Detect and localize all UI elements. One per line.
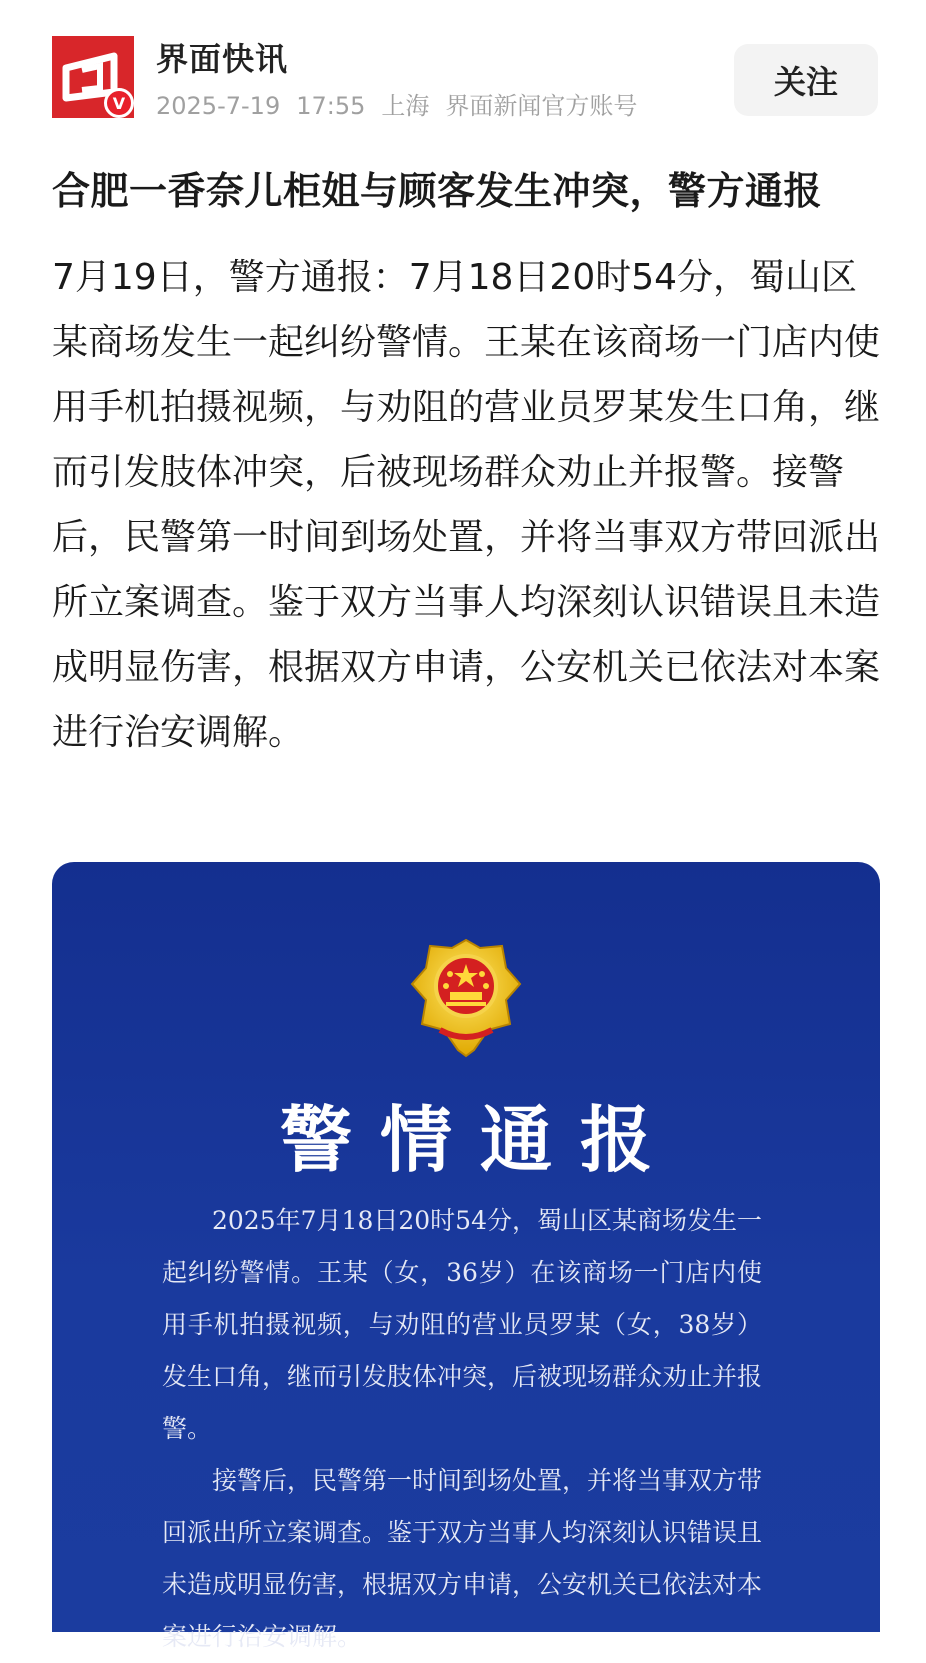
notice-paragraph-1: 2025年7月18日20时54分，蜀山区某商场发生一起纠纷警情。王某（女，36岁）在该商场一门店内使用手机拍摄视频，与劝阻的营业员罗某（女，38岁）发生口角，继而引发肢体冲突，后被现场群众劝止并报警。: [162, 1206, 763, 1443]
notice-text: [162, 1195, 762, 1663]
notice-paragraph-2: 接警后，民警第一时间到场处置，并将当事双方带回派出所立案调查。鉴于双方当事人均深刻认识错误且未造成明显伤害，根据双方申请，公安机关已依法对本案进行治安调解。: [162, 1466, 763, 1651]
account-name[interactable]: 界面快讯: [156, 40, 289, 78]
notice-title: 警情通报: [279, 1097, 680, 1182]
article-header: [0, 0, 926, 140]
police-emblem-icon: [402, 934, 530, 1062]
post-meta: [156, 86, 653, 121]
verified-badge-icon: V: [104, 88, 134, 118]
post-location: 上海: [381, 92, 430, 120]
article-body: 7月19日，警方通报：7月18日20时54分，蜀山区某商场发生一起纠纷警情。王某在该商场一门店内使用手机拍摄视频，与劝阻的营业员罗某发生口角，继而引发肢体冲突，后被现场群众劝止并报警。接警后，民警第一时间到场处置，并将当事双方带回派出所立案调查。鉴于双方当事人均深刻认识错误且未造成明显伤害，根据双方申请，公安机关已依法对本案进行治安调解。: [52, 257, 881, 753]
post-date: 2025-7-19: [156, 92, 281, 120]
post-time: 17:55: [296, 92, 366, 120]
follow-button[interactable]: 关注: [734, 44, 878, 116]
article-title: 合肥一香奈儿柜姐与顾客发生冲突，警方通报: [52, 169, 823, 213]
account-type: 界面新闻官方账号: [445, 92, 638, 120]
police-notice-image[interactable]: [52, 862, 880, 1651]
